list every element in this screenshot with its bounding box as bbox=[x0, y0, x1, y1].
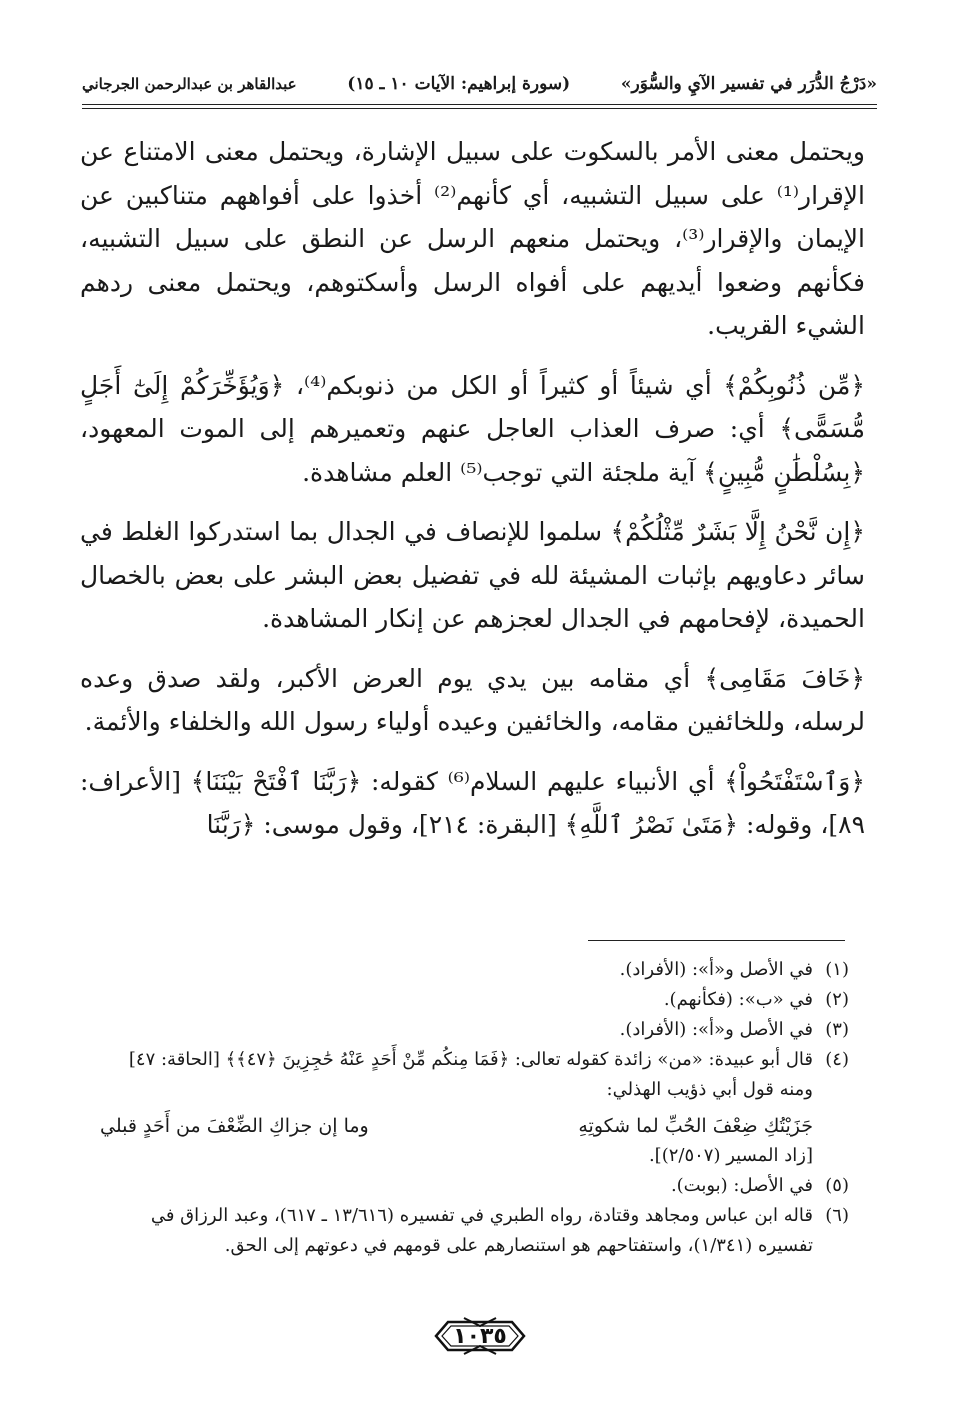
header-rule bbox=[82, 104, 877, 105]
verse-source: [زاد المسير (٢/٥٠٧)]. bbox=[648, 1145, 813, 1166]
footnote-number: (٣) bbox=[825, 1019, 849, 1040]
footnote bbox=[100, 955, 849, 985]
footnote bbox=[100, 1045, 849, 1105]
footnote bbox=[100, 985, 849, 1015]
footnote-text: في الأصل: (بوبت). bbox=[670, 1175, 813, 1196]
paragraph: ﴿مِّن ذُنُوبِكُمْ﴾ أي شيئاً أو كثيراً أو الكل من ذنوبكم⁽⁴⁾، ﴿وَيُؤَخِّرَكُمْ إِلَىٰٓ أَجَلٍ مُّسَمًّى﴾ أي: صرف العذاب العاجل عنهم وتعميرهم إلى الموت المعهود، ﴿بِسُلْطَٰنٍ مُّبِينٍ﴾ آية ملجئة التي توجب⁽⁵⁾ العلم مشاهدة. bbox=[80, 370, 865, 487]
paragraph: ﴿وَٱسْتَفْتَحُواْ﴾ أي الأنبياء عليهم السلام⁽⁶⁾ كقوله: ﴿رَبَّنَا ٱفْتَحْ بَيْنَنَا﴾ [الأعراف: ٨٩]، وقوله: ﴿مَتَىٰ نَصْرُ ٱللَّهِ﴾ [البقرة: ٢١٤]، وقول موسى: ﴿رَبَّنَا bbox=[80, 766, 865, 839]
footnote bbox=[100, 1015, 849, 1045]
footnote bbox=[100, 1171, 849, 1201]
footnote bbox=[100, 1201, 849, 1261]
sura-range: (سورة إبراهيم: الآيات ١٠ ـ ١٥) bbox=[347, 74, 571, 94]
author-name: عبدالقاهر بن عبدالرحمن الجرجاني bbox=[82, 75, 297, 93]
footnote-number: (٥) bbox=[825, 1175, 849, 1196]
footnote-number: (٦) bbox=[825, 1205, 849, 1226]
poetry-verse bbox=[100, 1111, 849, 1141]
footnote-number: (٢) bbox=[825, 989, 849, 1010]
footnote-number: (٤) bbox=[825, 1049, 849, 1070]
footnote-number: (١) bbox=[825, 959, 849, 980]
footnote-text: في «ب»: (فكأنهم). bbox=[663, 989, 813, 1010]
paragraph: ﴿خَافَ مَقَامِى﴾ أي مقامه بين يدي يوم العرض الأكبر، ولقد صدق وعده لرسله، وللخائفين مقامه، والخائفين وعيده أولياء رسول الله والخلفاء والأئمة. bbox=[80, 663, 865, 736]
page-number: ١٠٣٥ bbox=[453, 1323, 507, 1349]
verse-second-half: وما إن جزاكِ الضِّعْفَ من أَحَدٍ قبلي bbox=[100, 1115, 369, 1137]
footnote-text: قاله ابن عباس ومجاهد وقتادة، رواه الطبري في تفسيره (١٣/٦١٦ ـ ٦١٧)، وعبد الرزاق في تفسيره (١/٣٤١)، واستفتاحهم هو استنصارهم على قومهم في دعوتهم إلى الحق. bbox=[150, 1205, 813, 1256]
paragraph: ﴿إِن نَّحْنُ إِلَّا بَشَرٌ مِّثْلُكُمْ﴾ سلموا للإنصاف في الجدال بما استدركوا الغلط في سائر دعاويهم بإثبات المشيئة لله في تفضيل بعض البشر على بعض بالخصال الحميدة، لإفحامهم في الجدال لعجزهم عن إنكار المشاهدة. bbox=[80, 517, 865, 633]
paragraph: ويحتمل معنى الأمر بالسكوت على سبيل الإشارة، ويحتمل معنى الامتناع عن الإقرار⁽¹⁾ على سبيل التشبيه، أي كأنهم⁽²⁾ أخذوا على أفواههم متناكبين عن الإيمان والإقرار⁽³⁾، ويحتمل منعهم الرسل عن النطق على سبيل التشبيه، فكأنهم وضعوا أيديهم على أفواه الرسل وأسكتوهم، ويحتمل معنى ردهم الشيء القريب. bbox=[80, 137, 865, 340]
footnotes bbox=[100, 955, 849, 1261]
footnote-text: قال أبو عبيدة: «من» زائدة كقوله تعالى: ﴿فَمَا مِنكُم مِّنْ أَحَدٍ عَنْهُ حَٰجِزِينَ ﴿٤٧﴾﴾ [الحاقة: ٤٧] ومنه قول أبي ذؤيب الهذلي: bbox=[128, 1049, 813, 1100]
footnote-text: في الأصل و«أ»: (الأفراد). bbox=[619, 1019, 813, 1040]
book-title: «دَرْجُ الدُّرَر في تفسير الآيِ والسُّوَر» bbox=[620, 74, 877, 94]
running-header bbox=[82, 64, 877, 104]
main-text bbox=[80, 130, 865, 863]
page-number-badge bbox=[434, 1316, 526, 1356]
verse-first-half: جَزَيْتُكِ ضِعْفَ الحُبِّ لما شكوتِهِ bbox=[578, 1115, 813, 1137]
footnote-text: في الأصل و«أ»: (الأفراد). bbox=[619, 959, 813, 980]
header-rule-secondary bbox=[82, 108, 877, 109]
footnote-separator bbox=[588, 940, 845, 941]
